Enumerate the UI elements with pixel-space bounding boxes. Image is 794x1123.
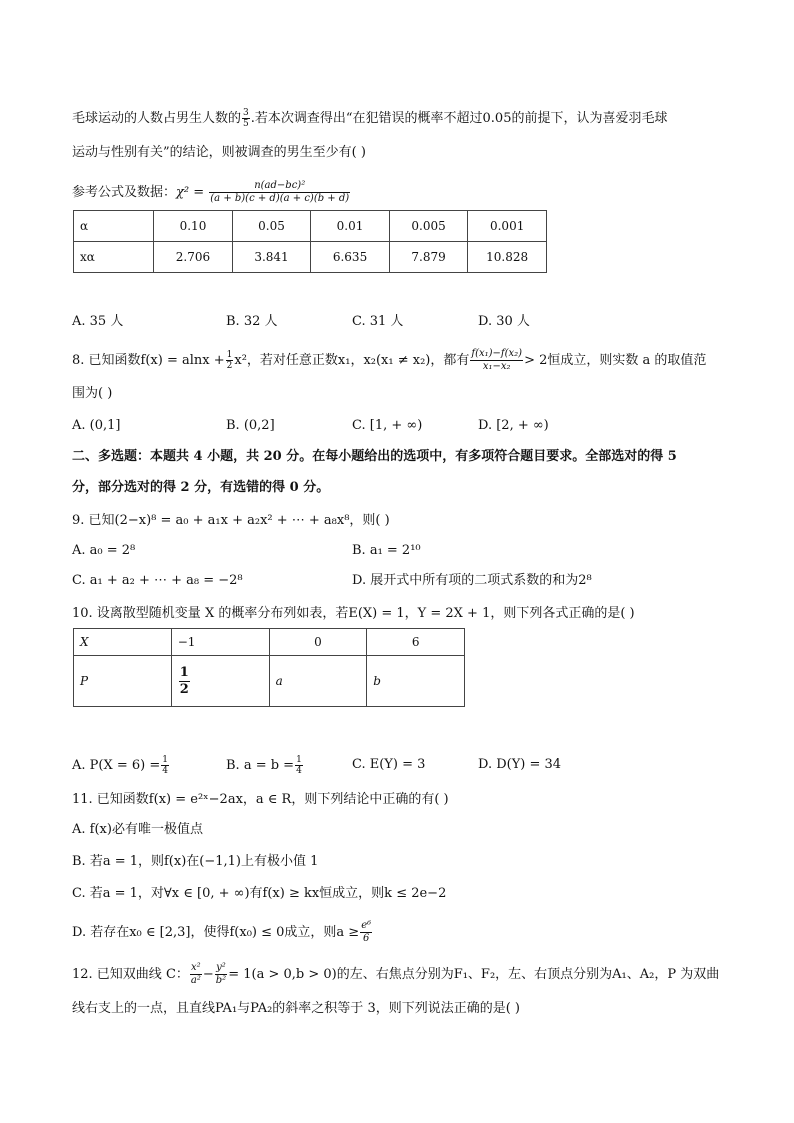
frac-num: y² (216, 962, 226, 973)
distribution-table (73, 628, 465, 707)
table-cell: 0.10 (154, 211, 233, 242)
table-cell: 6 (367, 629, 465, 656)
table-cell: 6.635 (311, 242, 390, 273)
table-cell: 0.01 (311, 211, 390, 242)
q11-d-fraction (360, 920, 372, 945)
table-cell: a (269, 656, 367, 707)
q7-fraction (242, 108, 250, 129)
formula-label: 参考公式及数据： (72, 185, 177, 200)
q7-option-d: D. 30 人 (478, 314, 530, 329)
frac-den: a² (190, 975, 201, 986)
q8-fraction (470, 348, 523, 373)
q10-b-fraction (295, 755, 303, 776)
table-row (74, 656, 465, 707)
q12-y-fraction (215, 962, 227, 987)
q8-half-den: 2 (226, 361, 233, 371)
q8-half-num: 1 (226, 350, 233, 360)
table-cell: P (74, 656, 172, 707)
q11-stem: 11. 已知函数f(x) = e²ˣ−2ax，a ∈ R，则下列结论中正确的有( ) (72, 792, 449, 807)
table-cell: xα (74, 242, 154, 273)
q12-line-2: 线右支上的一点，且直线PA₁与PA₂的斜率之积等于 3，则下列说法正确的是( ) (72, 1001, 520, 1016)
table-row (74, 629, 465, 656)
q9-option-b: B. a₁ = 2¹⁰ (352, 543, 421, 558)
q8-frac-num: f(x₁)−f(x₂) (471, 348, 523, 359)
table-cell: −1 (171, 629, 269, 656)
section-2-line-1: 二、多选题：本题共 4 小题，共 20 分。在每小题给出的选项中，有多项符合题目要求。全部选对的得 5 (72, 449, 677, 464)
q7-option-b: B. 32 人 (226, 314, 278, 329)
q8-text-b: x²，若对任意正数x₁，x₂(x₁ ≠ x₂)，都有 (234, 353, 470, 368)
table-cell: b (367, 656, 465, 707)
q12-text-b: = 1(a > 0,b > 0)的左、右焦点分别为F₁、F₂，左、右顶点分别为A₁、A₂，P 为双曲 (228, 967, 720, 982)
q7-text-a: 毛球运动的人数占男生人数的 (72, 111, 242, 126)
q10-option-c: C. E(Y) = 3 (352, 757, 426, 772)
q8-option-b: B. (0,2] (226, 418, 275, 433)
q7-frac-num: 3 (243, 108, 249, 118)
q10-a-text: A. P(X = 6) = (72, 758, 161, 773)
table-cell: 0.05 (232, 211, 311, 242)
q10-stem: 10. 设离散型随机变量 X 的概率分布列如表，若E(X) = 1，Y = 2X + 1，则下列各式正确的是( ) (72, 606, 635, 621)
table-cell: 0.001 (468, 211, 547, 242)
q9-option-d: D. 展开式中所有项的二项式系数的和为2⁸ (352, 573, 592, 588)
q11-option-d (72, 920, 373, 945)
frac-num: e⁶ (361, 920, 372, 931)
chi-square-table (73, 210, 547, 273)
q10-option-b (226, 755, 304, 776)
q8-option-c: C. [1, + ∞) (352, 418, 423, 433)
q7-option-c: C. 31 人 (352, 314, 404, 329)
q7-line-2: 运动与性别有关”的结论，则被调查的男生至少有( ) (72, 145, 366, 160)
q8-text-a: 8. 已知函数f(x) = alnx + (72, 353, 225, 368)
q7-formula (72, 180, 351, 205)
q10-b-text: B. a = b = (226, 758, 295, 773)
q8-line-1 (72, 348, 706, 373)
table-row (74, 242, 547, 273)
q9-option-c: C. a₁ + a₂ + ⋯ + a₈ = −2⁸ (72, 573, 243, 588)
q10-option-a (72, 755, 170, 776)
q8-option-d: D. [2, + ∞) (478, 418, 549, 433)
table-row (74, 211, 547, 242)
q8-line-2: 围为( ) (72, 386, 113, 401)
table-cell: 0 (269, 629, 367, 656)
cell-frac-den: 2 (179, 681, 189, 697)
frac-den: 6 (362, 933, 370, 944)
q9-option-a: A. a₀ = 2⁸ (72, 543, 136, 558)
table-cell (171, 656, 269, 707)
q7-line-1 (72, 108, 667, 129)
q8-option-a: A. (0,1] (72, 418, 121, 433)
q10-a-fraction (161, 755, 169, 776)
q11-option-c: C. 若a = 1，对∀x ∈ [0, + ∞)有f(x) ≥ kx恒成立，则k ≤ 2e−2 (72, 886, 447, 901)
q12-line-1 (72, 962, 719, 987)
q8-half (226, 350, 234, 371)
q12-minus: − (202, 967, 214, 982)
frac-den: 4 (162, 766, 168, 776)
q8-text-c: > 2恒成立，则实数 a 的取值范 (524, 353, 707, 368)
table-cell: X (74, 629, 172, 656)
q12-x-fraction (190, 962, 202, 987)
formula-fraction (209, 180, 350, 205)
q10-option-d: D. D(Y) = 34 (478, 757, 562, 772)
frac-num: x² (191, 962, 201, 973)
formula-den: (a + b)(c + d)(a + c)(b + d) (210, 193, 350, 204)
table-cell: 3.841 (232, 242, 311, 273)
table-cell: α (74, 211, 154, 242)
frac-num: 1 (162, 755, 168, 765)
frac-den: b² (215, 975, 227, 986)
q7-option-a: A. 35 人 (72, 314, 124, 329)
cell-fraction (179, 665, 190, 698)
formula-num: n(ad−bc)² (209, 180, 350, 193)
table-cell: 7.879 (389, 242, 468, 273)
q7-frac-den: 5 (243, 119, 249, 129)
table-cell: 10.828 (468, 242, 547, 273)
frac-num: 1 (296, 755, 302, 765)
q9-stem: 9. 已知(2−x)⁸ = a₀ + a₁x + a₂x² + ⋯ + a₈x⁸，则( ) (72, 513, 390, 528)
frac-den: 4 (296, 766, 302, 776)
table-cell: 2.706 (154, 242, 233, 273)
q11-option-b: B. 若a = 1，则f(x)在(−1,1)上有极小值 1 (72, 854, 319, 869)
q7-text-b: .若本次调查得出“在犯错误的概率不超过0.05的前提下，认为喜爱羽毛球 (250, 111, 668, 126)
cell-frac-num: 1 (179, 664, 189, 680)
q11-d-text: D. 若存在x₀ ∈ [2,3]，使得f(x₀) ≤ 0成立，则a ≥ (72, 925, 360, 940)
q12-text-a: 12. 已知双曲线 C： (72, 967, 189, 982)
formula-lhs: χ² = (176, 185, 205, 200)
section-2-line-2: 分，部分选对的得 2 分，有选错的得 0 分。 (72, 480, 330, 495)
q8-frac-den: x₁−x₂ (482, 361, 511, 372)
table-cell: 0.005 (389, 211, 468, 242)
q11-option-a: A. f(x)必有唯一极值点 (72, 822, 203, 837)
